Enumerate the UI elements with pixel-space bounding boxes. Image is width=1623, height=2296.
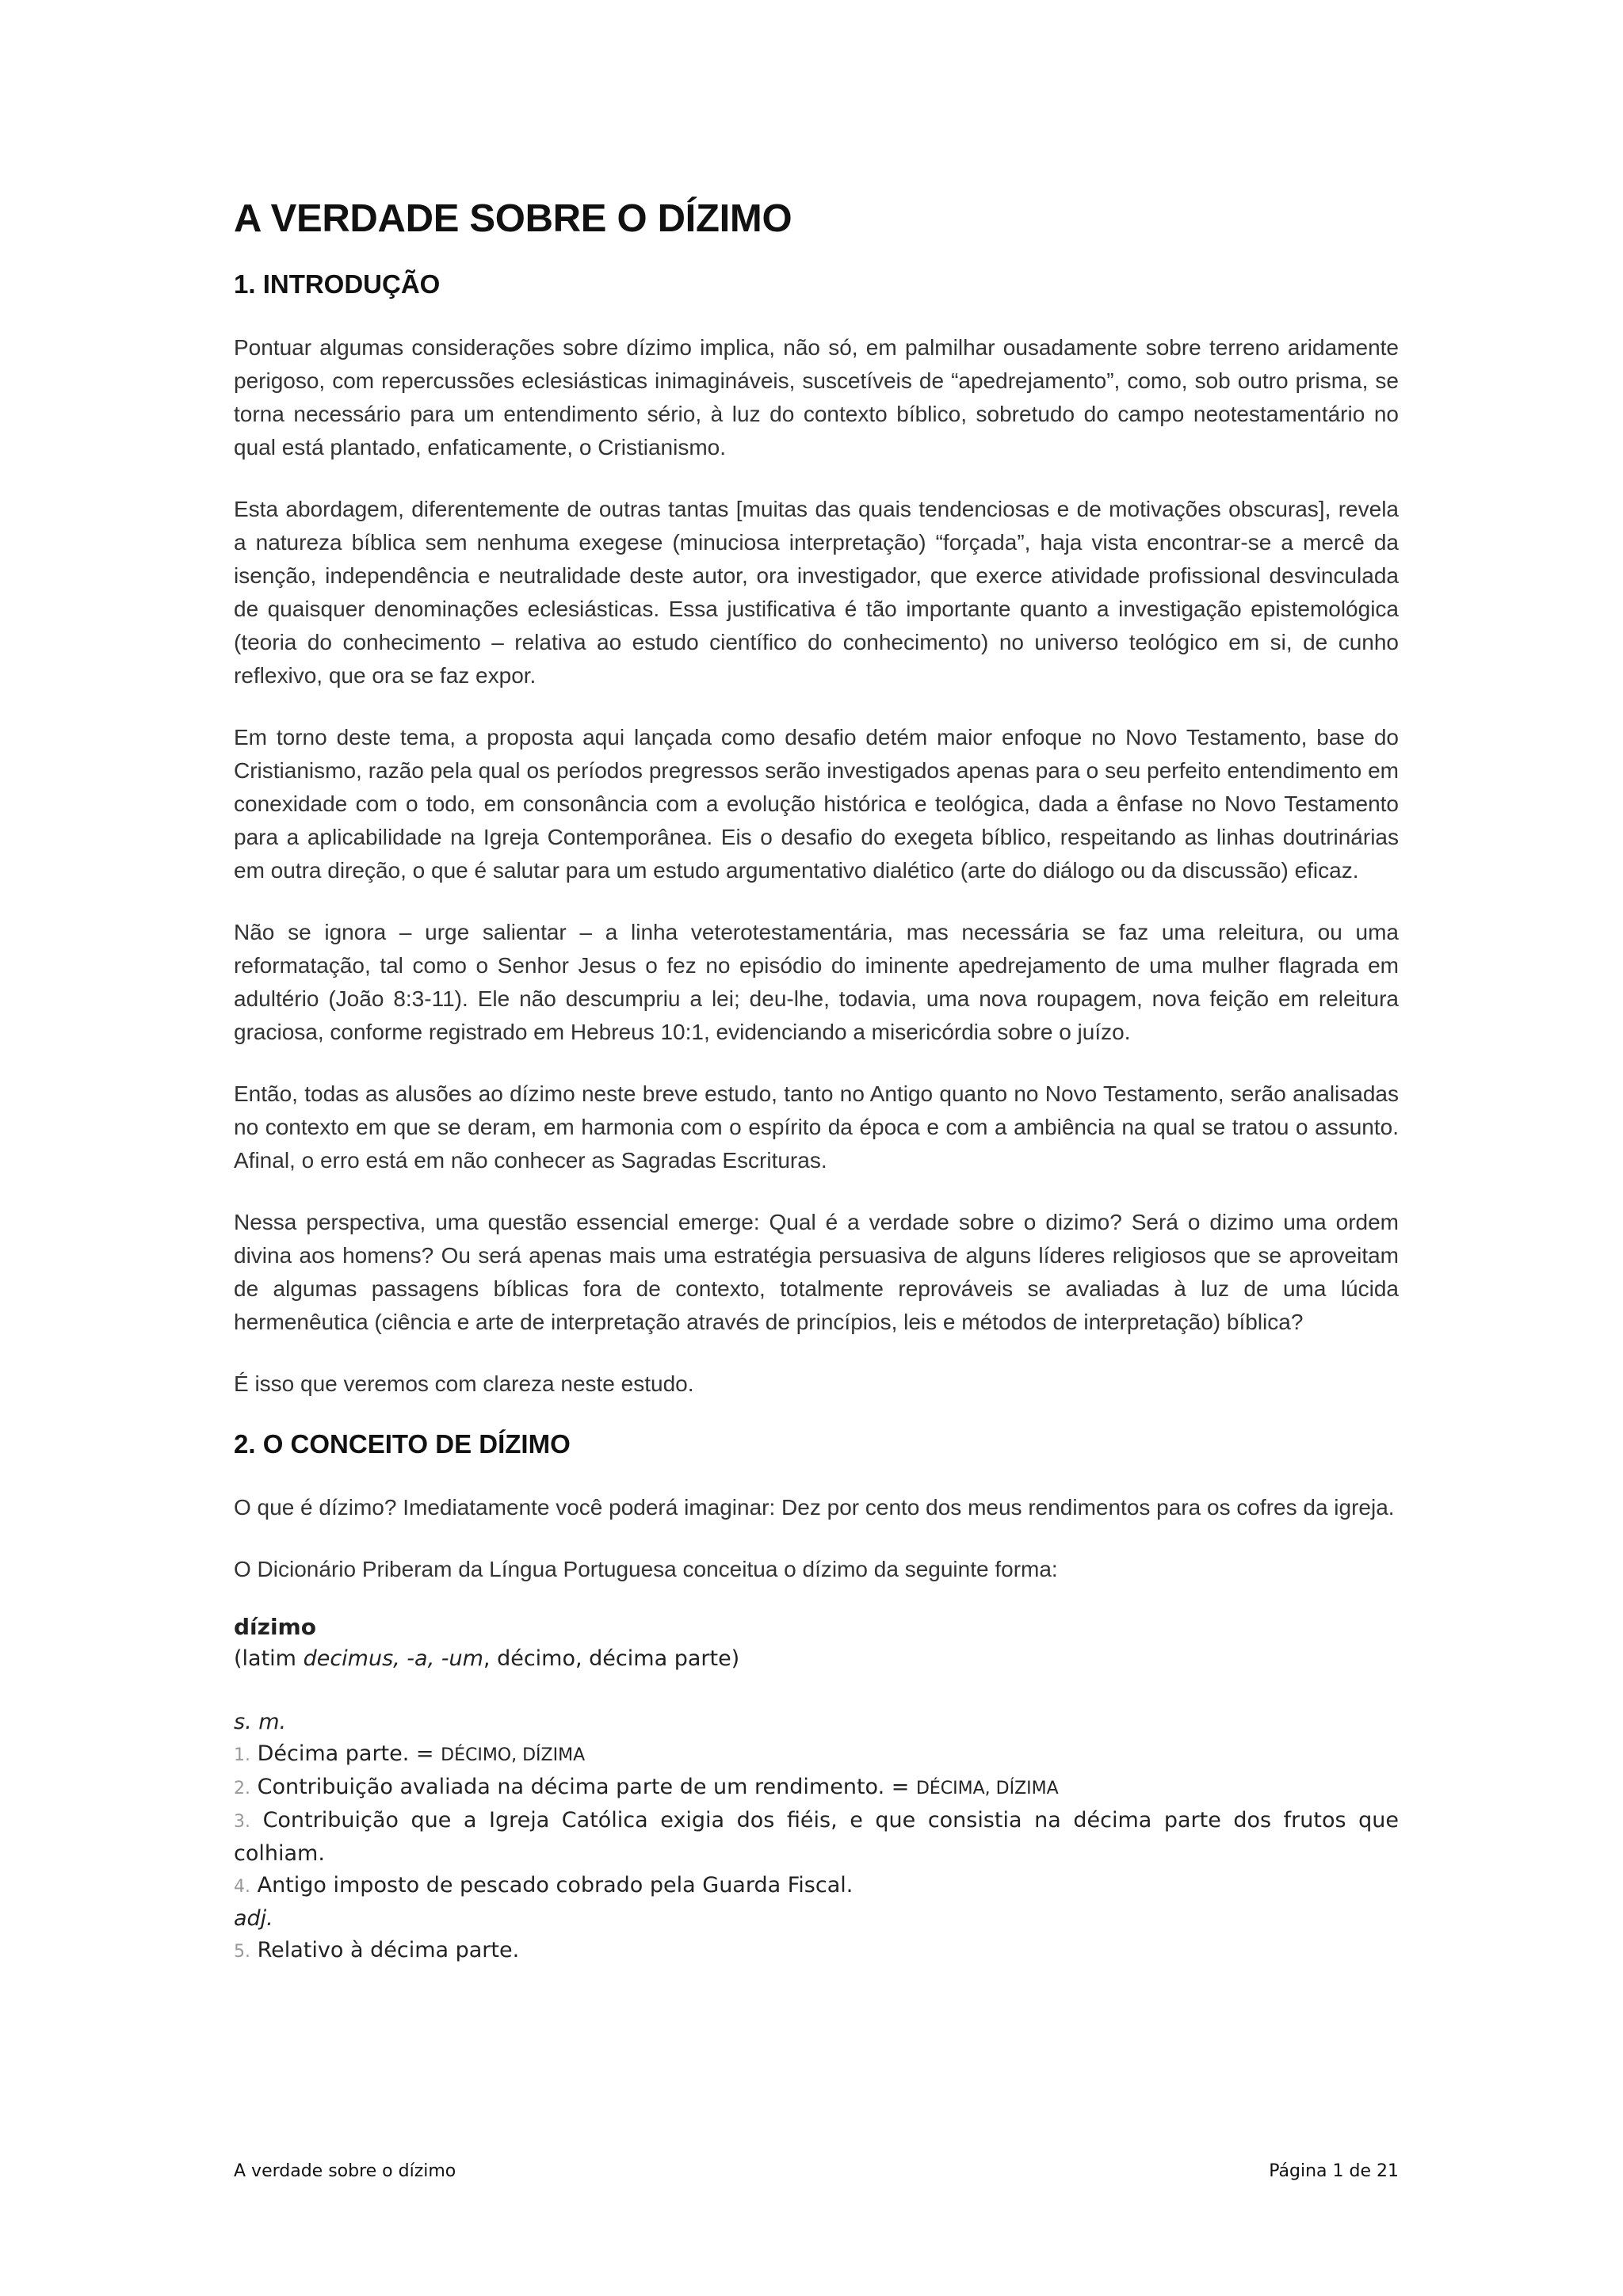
dictionary-etymology	[234, 1643, 1399, 1675]
sense-crossref: DÉCIMA, DÍZIMA	[915, 1779, 1059, 1798]
paragraph: Esta abordagem, diferentemente de outras tantas [muitas das quais tendenciosas e de motivações obscuras], revela a natureza bíblica sem nenhuma exegese (minuciosa interpretação) “forçada”, haja vista encontrar-se a mercê da isenção, independência e neutralidade deste autor, ora investigador, que exerce atividade profissional desvinculada de quaisquer denominações eclesiásticas. Essa justificativa é tão importante quanto a investigação epistemológica (teoria do conhecimento – relativa ao estudo científico do conhecimento) no universo teológico em si, de cunho reflexivo, que ora se faz expor.	[234, 497, 1399, 688]
sense-number: 2.	[234, 1779, 250, 1798]
footer-page-number: Página 1 de 21	[1269, 2161, 1399, 2181]
sense-text: Relativo à décima parte.	[257, 1938, 520, 1962]
pos-label: adj.	[234, 1906, 273, 1931]
sense-item	[234, 1870, 1399, 1903]
pos-label: s. m.	[234, 1710, 287, 1734]
footer-document-title: A verdade sobre o dízimo	[234, 2161, 456, 2181]
paragraph: O Dicionário Priberam da Língua Portuguesa conceitua o dízimo da seguinte forma:	[234, 1557, 1058, 1581]
paragraph: O que é dízimo? Imediatamente você poderá imaginar: Dez por cento dos meus rendimentos para os cofres da igreja.	[234, 1495, 1395, 1520]
sense-text: Contribuição que a Igreja Católica exigia dos fiéis, e que consistia na décima parte dos frutos que colhiam.	[234, 1808, 1399, 1866]
sense-number: 4.	[234, 1877, 250, 1897]
sense-item	[234, 1805, 1399, 1870]
sense-crossref: DÉCIMO, DÍZIMA	[441, 1745, 586, 1765]
paragraph: Pontuar algumas considerações sobre dízimo implica, não só, em palmilhar ousadamente sobre terreno aridamente perigoso, com repercussões eclesiásticas inimagináveis, suscetíveis de “apedrejamento”, como, sob outro prisma, se torna necessário para um entendimento sério, à luz do contexto bíblico, sobretudo do campo neotestamentário no qual está plantado, enfaticamente, o Cristianismo.	[234, 335, 1399, 460]
sense-number: 1.	[234, 1745, 250, 1765]
sense-number: 3.	[234, 1812, 250, 1832]
sense-text: Contribuição avaliada na décima parte de um rendimento. =	[257, 1775, 916, 1799]
sense-text: Antigo imposto de pescado cobrado pela Guarda Fiscal.	[257, 1873, 854, 1897]
section-heading-concept: 2. O CONCEITO DE DÍZIMO	[234, 1429, 571, 1459]
sense-number: 5.	[234, 1942, 250, 1962]
part-of-speech-noun	[234, 1707, 1399, 1738]
paragraph: É isso que veremos com clareza neste estudo.	[234, 1371, 694, 1396]
paragraph: Nessa perspectiva, uma questão essencial emerge: Qual é a verdade sobre o dizimo? Será o dizimo uma ordem divina aos homens? Ou será apenas mais uma estratégia persuasiva de alguns líderes religiosos que se aproveitam de algumas passagens bíblicas fora de contexto, totalmente reprováveis se avaliadas à luz de uma lúcida hermenêutica (ciência e arte de interpretação através de princípios, leis e métodos de interpretação) bíblica?	[234, 1210, 1399, 1334]
page-content	[234, 196, 1399, 1968]
dictionary-headword: dízimo	[234, 1614, 316, 1640]
etymology-latin: decimus, -a, -um	[303, 1646, 483, 1671]
section-heading-introduction: 1. INTRODUÇÃO	[234, 269, 441, 299]
etymology-prefix: (latim	[234, 1646, 304, 1671]
dictionary-entry	[234, 1611, 1399, 1968]
sense-text: Décima parte. =	[257, 1741, 441, 1766]
paragraph: Então, todas as alusões ao dízimo neste breve estudo, tanto no Antigo quanto no Novo Testamento, serão analisadas no contexto em que se deram, em harmonia com o espírito da época e com a ambiência na qual se tratou o assunto. Afinal, o erro está em não conhecer as Sagradas Escrituras.	[234, 1081, 1399, 1173]
document-title: A VERDADE SOBRE O DÍZIMO	[234, 197, 792, 240]
sense-item	[234, 1738, 1399, 1772]
etymology-suffix: , décimo, décima parte)	[483, 1646, 740, 1671]
sense-item	[234, 1772, 1399, 1805]
paragraph: Em torno deste tema, a proposta aqui lançada como desafio detém maior enfoque no Novo Testamento, base do Cristianismo, razão pela qual os períodos pregressos serão investigados apenas para o seu perfeito entendimento em conexidade com o todo, em consonância com a evolução histórica e teológica, dada a ênfase no Novo Testamento para a aplicabilidade na Igreja Contemporânea. Eis o desafio do exegeta bíblico, respeitando as linhas doutrinárias em outra direção, o que é salutar para um estudo argumentativo dialético (arte do diálogo ou da discussão) eficaz.	[234, 725, 1399, 883]
spacer	[234, 1675, 1399, 1707]
paragraph: Não se ignora – urge salientar – a linha veterotestamentária, mas necessária se faz uma releitura, ou uma reformatação, tal como o Senhor Jesus o fez no episódio do iminente apedrejamento de uma mulher flagrada em adultério (João 8:3-11). Ele não descumpriu a lei; deu-lhe, todavia, uma nova roupagem, nova feição em releitura graciosa, conforme registrado em Hebreus 10:1, evidenciando a misericórdia sobre o juízo.	[234, 920, 1399, 1044]
part-of-speech-adjective	[234, 1903, 1399, 1935]
sense-item	[234, 1935, 1399, 1968]
